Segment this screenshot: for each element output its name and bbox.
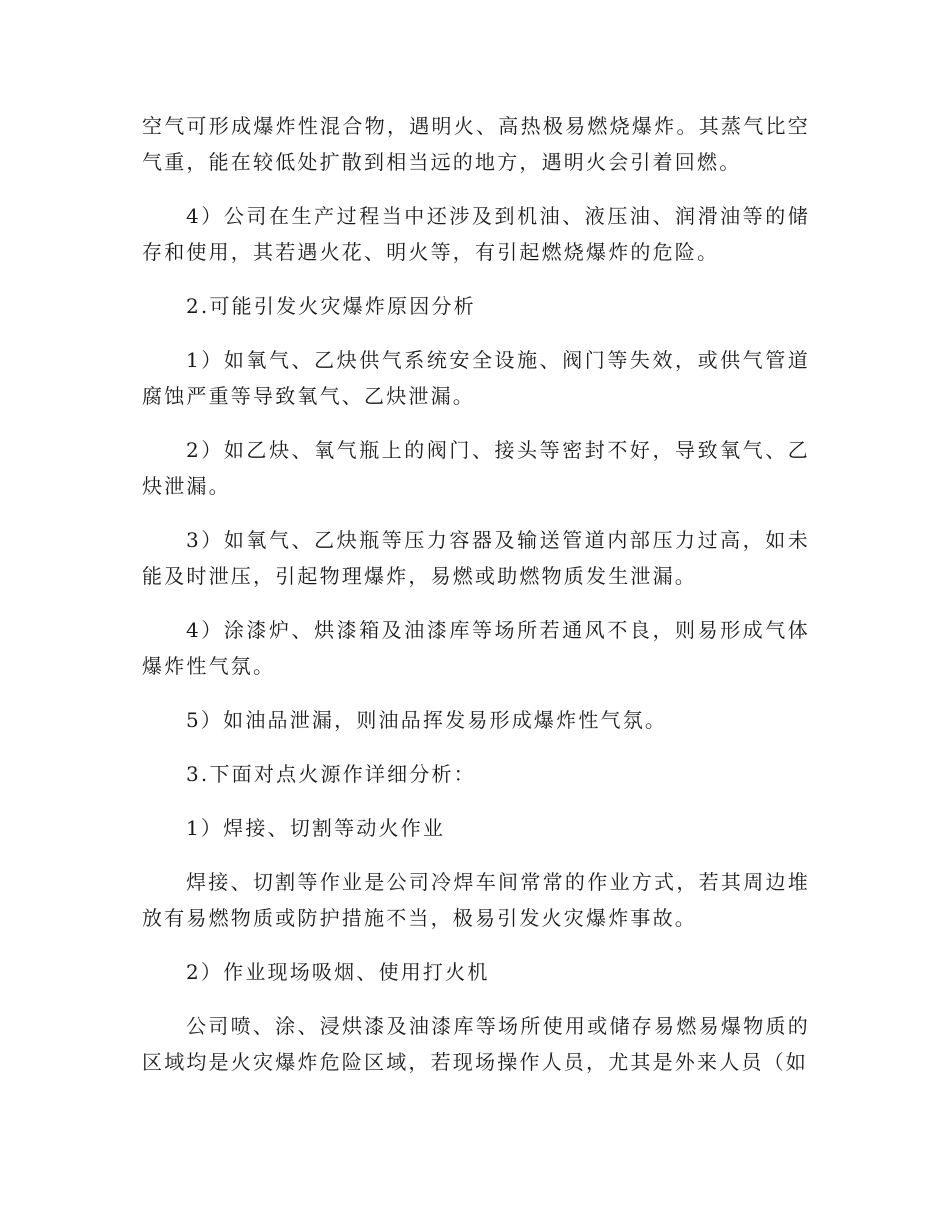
- document-body: [142, 108, 810, 1098]
- paragraph-3: 1）如氧气、乙炔供气系统安全设施、阀门等失效，或供气管道腐蚀严重等导致氧气、乙炔泄漏。: [142, 348, 810, 408]
- paragraph-4: 2）如乙炔、氧气瓶上的阀门、接头等密封不好，导致氧气、乙炔泄漏。: [142, 438, 810, 498]
- section-heading-3: 3.下面对点火源作详细分析：: [186, 762, 476, 786]
- paragraph-7: 5）如油品泄漏，则油品挥发易形成爆炸性气氛。: [186, 708, 668, 732]
- paragraph-5: 3）如氧气、乙炔瓶等压力容器及输送管道内部压力过高，如未能及时泄压，引起物理爆炸，易燃或助燃物质发生泄漏。: [142, 528, 810, 588]
- subheading-1: 1）焊接、切割等动火作业: [186, 816, 446, 840]
- subheading-2: 2）作业现场吸烟、使用打火机: [186, 960, 490, 984]
- paragraph-1: 空气可形成爆炸性混合物，遇明火、高热极易燃烧爆炸。其蒸气比空气重，能在较低处扩散到相当远的地方，遇明火会引着回燃。: [142, 114, 810, 174]
- paragraph-2: 4）公司在生产过程当中还涉及到机油、液压油、润滑油等的储存和使用，其若遇火花、明火等，有引起燃烧爆炸的危险。: [142, 204, 810, 264]
- section-heading-2: 2.可能引发火灾爆炸原因分析: [186, 294, 476, 318]
- paragraph-8: 焊接、切割等作业是公司冷焊车间常常的作业方式，若其周边堆放有易燃物质或防护措施不当，极易引发火灾爆炸事故。: [142, 870, 810, 930]
- paragraph-9: 公司喷、涂、浸烘漆及油漆库等场所使用或储存易燃易爆物质的区域均是火灾爆炸危险区域，若现场操作人员，尤其是外来人员（如: [142, 1014, 810, 1074]
- paragraph-6: 4）涂漆炉、烘漆箱及油漆库等场所若通风不良，则易形成气体爆炸性气氛。: [142, 618, 810, 678]
